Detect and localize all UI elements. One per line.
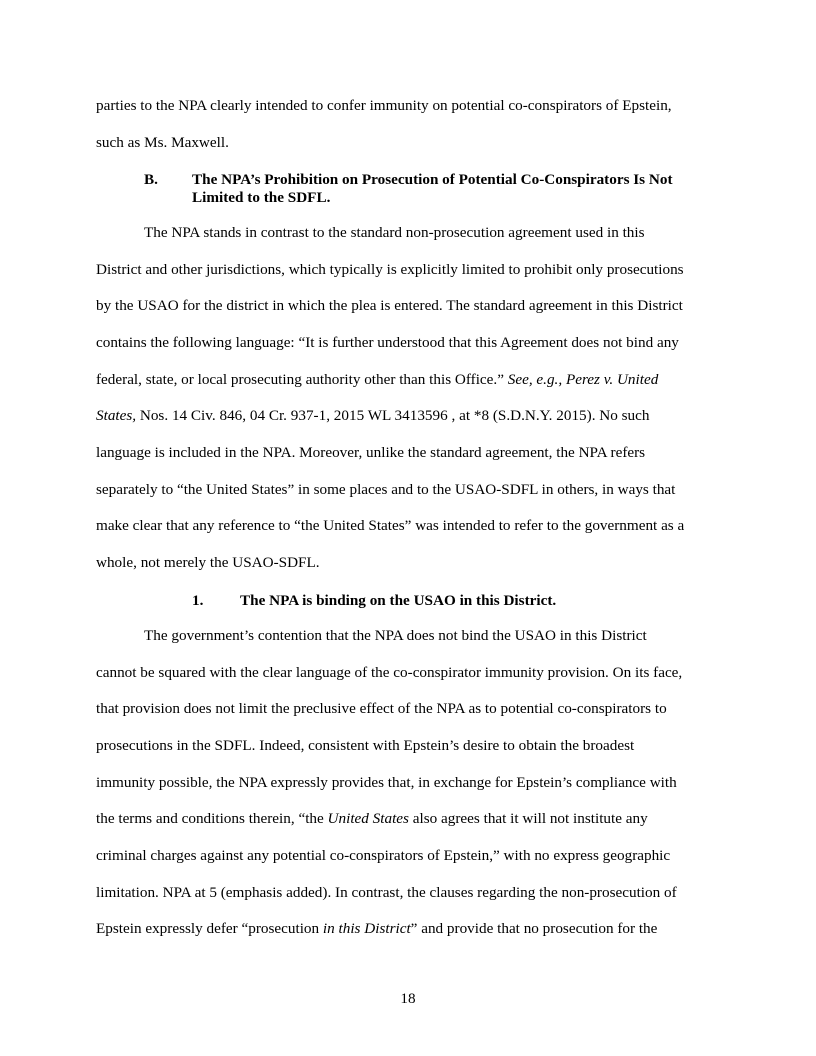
body-text-line: criminal charges against any potential co-conspirators of Epstein,” with no express geographic — [96, 847, 671, 864]
body-text-line: make clear that any reference to “the United States” was intended to refer to the government as a — [96, 517, 685, 534]
body-text-line: by the USAO for the district in which the plea is entered. The standard agreement in this District — [96, 297, 683, 314]
text-run: Nos. 14 Civ. 846, 04 Cr. 937-1, 2015 WL 3413596 , at *8 (S.D.N.Y. 2015). No such — [136, 407, 650, 424]
section-number: B. — [144, 171, 158, 188]
body-text-line: parties to the NPA clearly intended to confer immunity on potential co-conspirators of Epstein, — [96, 97, 672, 114]
body-text-line — [96, 371, 658, 389]
text-run: also agrees that it will not institute any — [408, 810, 648, 827]
text-run: federal, state, or local prosecuting authority other than this Office.” — [96, 371, 508, 388]
body-text-line: The government’s contention that the NPA does not bind the USAO in this District — [144, 627, 647, 644]
body-text-line: contains the following language: “It is further understood that this Agreement does not bind any — [96, 334, 679, 351]
body-text-line: language is included in the NPA. Moreover, unlike the standard agreement, the NPA refers — [96, 444, 646, 461]
text-run: ” and provide that no prosecution for the — [410, 920, 658, 937]
body-text-line — [96, 407, 650, 425]
text-run: the terms and conditions therein, “the — [96, 810, 328, 827]
subsection-number: 1. — [192, 592, 204, 609]
text-run: Epstein expressly defer “prosecution — [96, 920, 323, 937]
body-text-line: separately to “the United States” in some places and to the USAO-SDFL in others, in ways that — [96, 481, 676, 498]
page-number: 18 — [400, 990, 416, 1007]
subsection-title: The NPA is binding on the USAO in this District. — [240, 592, 557, 609]
body-text-line: that provision does not limit the preclusive effect of the NPA as to potential co-conspirators to — [96, 700, 667, 717]
body-text-line: whole, not merely the USAO-SDFL. — [96, 554, 320, 571]
body-text-line: limitation. NPA at 5 (emphasis added). In contrast, the clauses regarding the non-prosecution of — [96, 884, 677, 901]
body-text-line: cannot be squared with the clear language of the co-conspirator immunity provision. On its face, — [96, 664, 683, 681]
section-title-line: The NPA’s Prohibition on Prosecution of Potential Co-Conspirators Is Not — [192, 171, 673, 188]
body-text-line: immunity possible, the NPA expressly provides that, in exchange for Epstein’s compliance with — [96, 774, 677, 791]
body-text-line: District and other jurisdictions, which typically is explicitly limited to prohibit only prosecutions — [96, 261, 684, 278]
body-text-line: such as Ms. Maxwell. — [96, 134, 229, 151]
body-text-line: prosecutions in the SDFL. Indeed, consistent with Epstein’s desire to obtain the broadest — [96, 737, 635, 754]
emphasis-text: United States — [327, 810, 409, 827]
body-text-line — [96, 920, 657, 938]
section-title-line: Limited to the SDFL. — [192, 189, 331, 206]
case-citation: States, — [96, 407, 137, 424]
case-citation: See, e.g., Perez v. United — [507, 371, 659, 388]
emphasis-text: in this District — [322, 920, 411, 937]
body-text-line — [96, 810, 648, 828]
body-text-line: The NPA stands in contrast to the standard non-prosecution agreement used in this — [144, 224, 645, 241]
